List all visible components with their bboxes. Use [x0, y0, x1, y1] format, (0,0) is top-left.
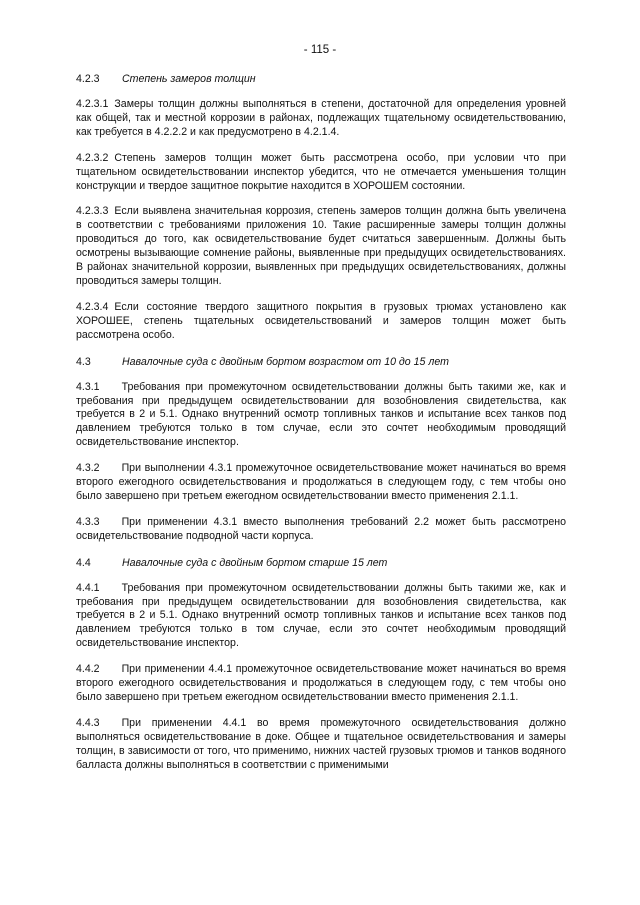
- section-heading: [76, 72, 566, 86]
- paragraph-number: 4.4.2: [76, 663, 100, 676]
- paragraph-text: Если выявлена значительная коррозия, степень замеров толщин должна быть увеличена в соответствии с требованиями приложения 10. Такие расширенные замеры толщин должны проводиться до того, как освидетельствование будет считаться завершенным. Должны быть осмотрены вызывающие сомнение районы, выявленные при предыдущих освидетельствованиях. В районах значительной коррозии, выявленных при предыдущих освидетельствованиях, должны проводиться замеры толщин.: [76, 205, 566, 287]
- paragraph-number: 4.2.3.4: [76, 300, 109, 313]
- paragraph-number: 4.3.1: [76, 380, 100, 393]
- paragraph-text: Требования при промежуточном освидетельствовании должны быть такими же, как и требования при предыдущем освидетельствовании для возобновления свидетельства, как требуется в 2 и 5.1. Однако внутренний осмотр топливных танков и испытание всех танков под давлением требуются только в том случае, если это сочтет необходимым проводящий освидетельствование инспектор.: [76, 581, 566, 650]
- section-number: 4.4: [76, 556, 91, 569]
- paragraph: [76, 98, 566, 140]
- paragraph: [76, 205, 566, 288]
- section-title: Навалочные суда с двойным бортом старше 15 лет: [122, 556, 388, 569]
- page-number: - 115 -: [303, 44, 337, 56]
- paragraph-number: 4.3.3: [76, 515, 100, 528]
- page-content: [76, 72, 566, 773]
- paragraph-number: 4.2.3.1: [76, 98, 109, 110]
- section-title: Степень замеров толщин: [122, 73, 256, 85]
- paragraph: [76, 663, 566, 705]
- paragraph: [76, 462, 566, 504]
- paragraph: [76, 152, 566, 194]
- paragraph-text: Степень замеров толщин может быть рассмотрена особо, при условии что при тщательном освидетельствовании инспектор убедится, что не отмечается уменьшения толщин конструкции и твердое защитное покрытие находится в ХОРОШЕМ состоянии.: [76, 151, 566, 192]
- paragraph-text: При применении 4.4.1 промежуточное освидетельствование может начинаться во время второго ежегодного освидетельствования и продолжаться в следующем году, с тем чтобы оно было завершено при третьем ежегодном освидетельствовании вместо применения 2.1.1.: [76, 663, 566, 703]
- paragraph-text: При применении 4.4.1 во время промежуточного освидетельствования должно выполняться освидетельствование в доке. Общее и тщательное освидетельствования и замеры толщин, в зависимости от того, что применимо, нижних частей грузовых трюмов и танков водяного балласта должны выполняться в соответствии с применимыми: [76, 716, 566, 771]
- paragraph-number: 4.2.3.3: [76, 205, 109, 218]
- section-heading: [76, 355, 566, 369]
- paragraph-number: 4.2.3.2: [76, 151, 109, 164]
- paragraph: [76, 582, 566, 652]
- paragraph-number: 4.4.1: [76, 581, 100, 594]
- paragraph: [76, 717, 566, 773]
- paragraph: [76, 301, 566, 343]
- paragraph-text: Замеры толщин должны выполняться в степени, достаточной для определения уровней как общей, так и местной коррозии в районах, подлежащих тщательному освидетельствованию, как требуется в 4.2.2.2 и как предусмотрено в 4.2.1.4.: [76, 98, 566, 138]
- paragraph-number: 4.3.2: [76, 462, 100, 475]
- paragraph-text: При применении 4.3.1 вместо выполнения требований 2.2 может быть рассмотрено освидетельствование подводной части корпуса.: [76, 515, 566, 542]
- section-heading: [76, 556, 566, 570]
- section-number: 4.3: [76, 355, 91, 368]
- paragraph-text: При выполнении 4.3.1 промежуточное освидетельствование может начинаться во время второго ежегодного освидетельствования и продолжаться в следующем году, с тем чтобы оно было завершено при третьем ежегодном освидетельствовании вместо применения 2.1.1.: [76, 462, 566, 502]
- paragraph-text: Если состояние твердого защитного покрытия в грузовых трюмах установлено как ХОРОШЕЕ, степень тщательных освидетельствований и замеров толщин может быть рассмотрена особо.: [76, 300, 566, 341]
- section-title: Навалочные суда с двойным бортом возрастом от 10 до 15 лет: [122, 355, 449, 368]
- paragraph-text: Требования при промежуточном освидетельствовании должны быть такими же, как и требования при предыдущем освидетельствовании для возобновления свидетельства, как требуется в 2 и 5.1. Однако внутренний осмотр топливных танков и испытание всех танков под давлением требуются только в том случае, если это сочтет необходимым проводящий освидетельствование инспектор.: [76, 380, 566, 449]
- paragraph-number: 4.4.3: [76, 716, 100, 729]
- paragraph: [76, 516, 566, 544]
- section-number: 4.2.3: [76, 73, 100, 85]
- paragraph: [76, 381, 566, 451]
